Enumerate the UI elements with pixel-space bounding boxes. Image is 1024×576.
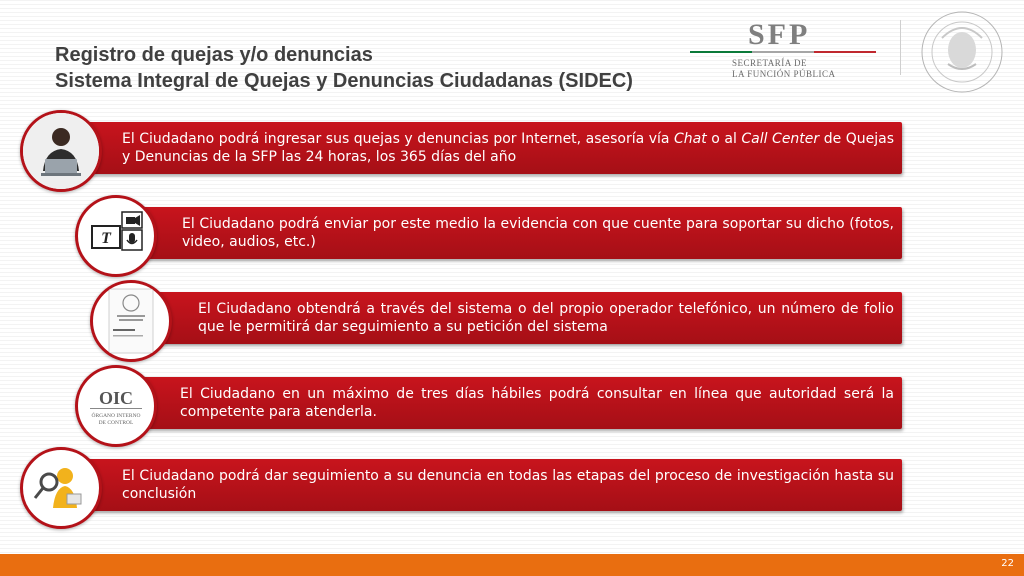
step-text-1: El Ciudadano podrá ingresar sus quejas y denuncias por Internet, asesoría vía Chat o al Call Center de Quejas y Denuncias de la SFP las 24 horas, los 365 días del año — [122, 131, 894, 165]
oic-title: OIC — [98, 388, 134, 408]
investigator-icon — [20, 447, 102, 529]
person-laptop-icon — [20, 110, 102, 192]
logo-divider — [900, 20, 901, 75]
oic-sub-2: DE CONTROL — [98, 420, 134, 426]
step-row-4 — [20, 365, 902, 437]
step-bar-1 — [60, 122, 902, 174]
step-bar-4 — [130, 377, 902, 429]
step-text-5: El Ciudadano podrá dar seguimiento a su denuncia en todas las etapas del proceso de investigación hasta su conclusión — [122, 468, 894, 502]
step-bar-3 — [150, 292, 902, 344]
step-row-1 — [20, 110, 902, 182]
logo-line-2: LA FUNCIÓN PÚBLICA — [732, 69, 836, 79]
media-evidence-icon — [75, 195, 157, 277]
step-text-4: El Ciudadano en un máximo de tres días hábiles podrá consultar en línea que autoridad será la competente para atenderla. — [180, 386, 894, 420]
title-line-1: Registro de quejas y/o denuncias — [55, 44, 373, 66]
step-bar-2 — [130, 207, 902, 259]
logo-line-1: SECRETARÍA DE — [732, 58, 808, 68]
national-seal-icon — [918, 8, 1006, 96]
svg-text:T: T — [101, 230, 111, 247]
sfp-logo — [690, 16, 880, 86]
footer-bar — [0, 554, 1024, 576]
step-row-3 — [20, 280, 902, 352]
step-row-2 — [20, 195, 902, 267]
step-bar-5 — [60, 459, 902, 511]
step-text-3: El Ciudadano obtendrá a través del sistema o del propio operador telefónico, un número de folio que le permitirá dar seguimiento a su petición del sistema — [198, 301, 894, 335]
logo-tricolor-line — [690, 51, 876, 53]
oic-sub-1: ÓRGANO INTERNO — [91, 413, 141, 419]
step-text-2: El Ciudadano podrá enviar por este medio la evidencia con que cuente para soportar su dicho (fotos, video, audios, etc.) — [182, 216, 894, 250]
oic-logo-icon — [75, 365, 157, 447]
page-title — [55, 42, 633, 94]
page-number: 22 — [1001, 558, 1014, 569]
title-line-2: Sistema Integral de Quejas y Denuncias Ciudadanas (SIDEC) — [55, 70, 633, 92]
sfp-acronym: SFP — [748, 18, 811, 51]
folio-document-icon — [90, 280, 172, 362]
step-row-5 — [20, 447, 902, 519]
